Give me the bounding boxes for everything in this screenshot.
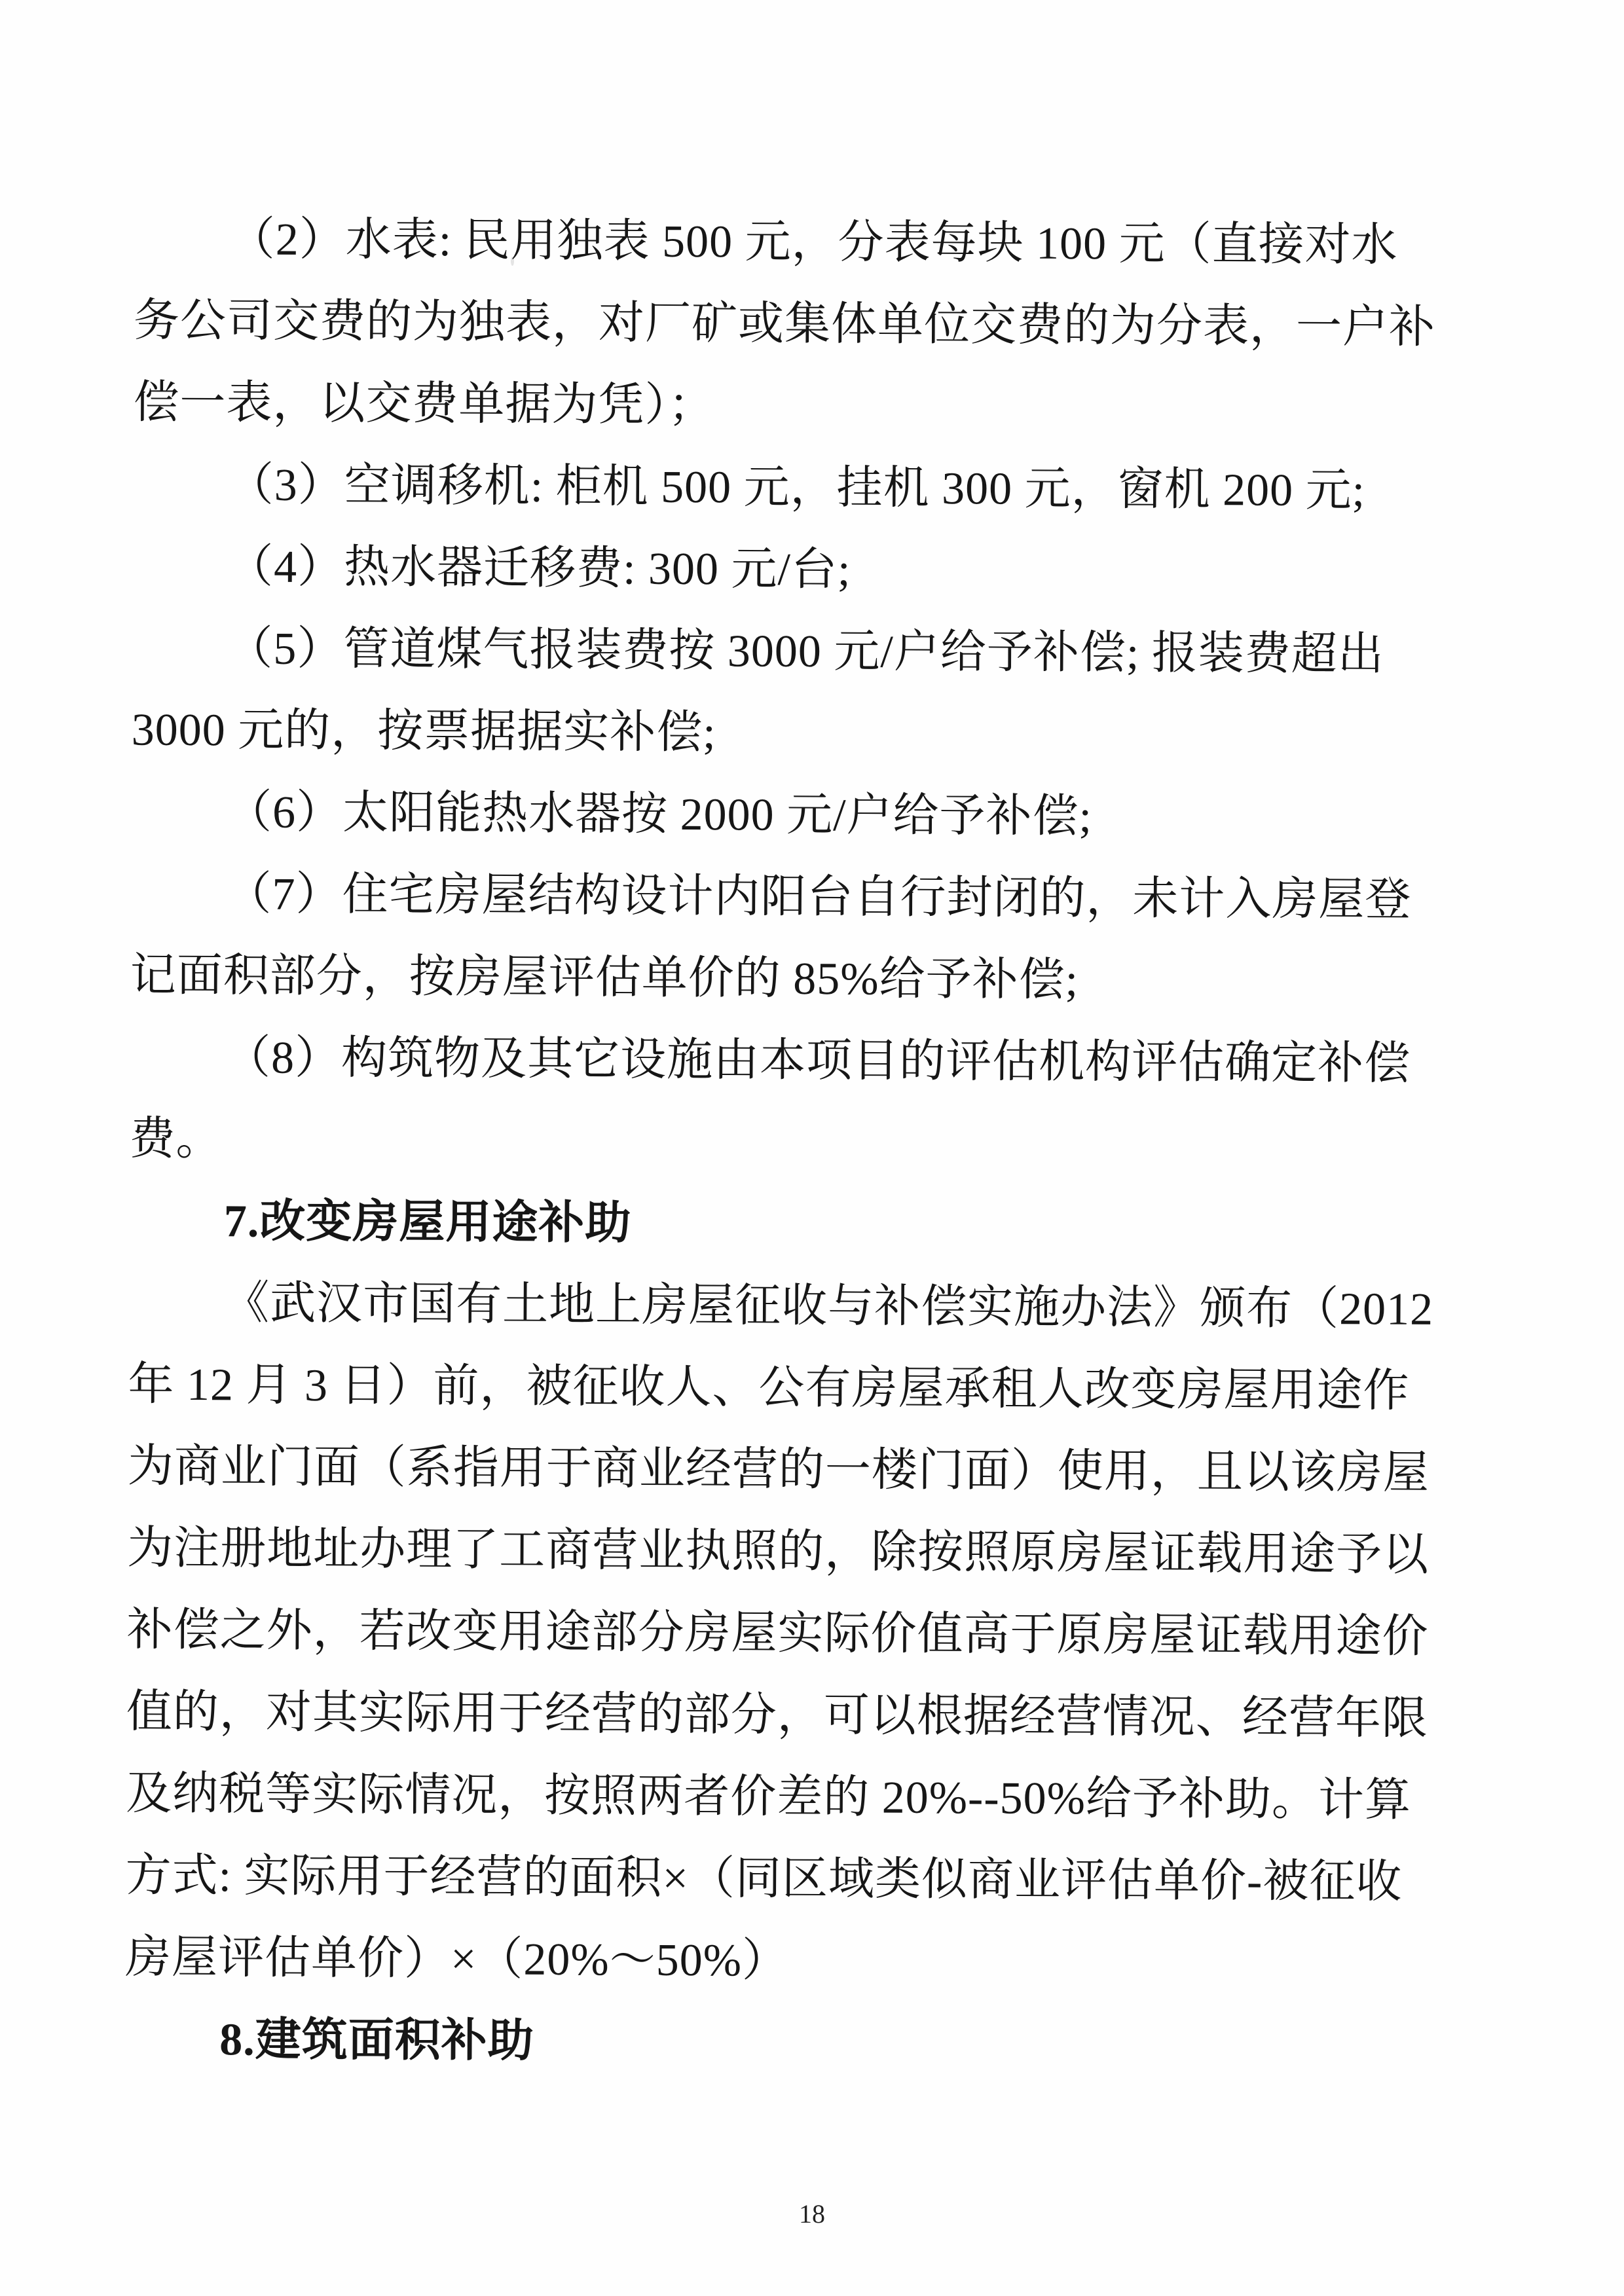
paragraph-line-item6: （6）太阳能热水器按 2000 元/户给予补偿; xyxy=(225,787,1093,843)
document-body xyxy=(124,198,1493,2088)
paragraph-line-item5-1: （5）管道煤气报装费按 3000 元/户给予补偿; 报装费超出 xyxy=(227,623,1384,680)
paragraph-line-sec7-5: 补偿之外，若改变用途部分房屋实际价值高于原房屋证载用途价 xyxy=(126,1605,1429,1662)
paragraph-line-sec7-7: 及纳税等实际情况，按照两者价差的 20%--50%给予补助。计算 xyxy=(126,1768,1412,1826)
section-heading-7: 7.改变房屋用途补助 xyxy=(223,1196,632,1249)
paragraph-line-item7-1: （7）住宅房屋结构设计内阳台自行封闭的，未计入房屋登 xyxy=(225,869,1412,926)
page-number: 18 xyxy=(799,2199,825,2229)
paragraph-line-item2-2: 务公司交费的为独表，对厂矿或集体单位交费的为分表，一户补 xyxy=(133,295,1436,353)
paragraph-line-sec7-1: 《武汉市国有土地上房屋征收与补偿实施办法》颁布（2012 xyxy=(223,1278,1434,1335)
paragraph-line-sec7-6: 值的，对其实际用于经营的部分，可以根据经营情况、经营年限 xyxy=(126,1686,1429,1744)
paragraph-line-sec7-8: 方式: 实际用于经营的面积×（同区域类似商业评估单价-被征收 xyxy=(125,1850,1403,1908)
paragraph-line-item8-2: 费。 xyxy=(129,1114,223,1165)
paragraph-line-item7-2: 记面积部分，按房屋评估单价的 85%给予补偿; xyxy=(130,950,1079,1006)
section-heading-8: 8.建筑面积补助 xyxy=(219,2014,534,2067)
paragraph-line-item5-2: 3000 元的，按票据据实补偿; xyxy=(131,704,716,759)
paragraph-line-sec7-9: 房屋评估单价）×（20%～50%） xyxy=(124,1932,789,1986)
paragraph-line-item2-3: 偿一表，以交费单据为凭）； xyxy=(133,377,715,431)
paragraph-line-item8-1: （8）构筑物及其它设施由本项目的评估机构评估确定补偿 xyxy=(224,1032,1411,1089)
paragraph-line-sec7-3: 为商业门面（系指用于商业经营的一楼门面）使用，且以该房屋 xyxy=(127,1441,1430,1499)
paragraph-line-item2-1: （2）水表: 民用独表 500 元，分表每块 100 元（直接对水 xyxy=(229,214,1398,271)
paragraph-line-sec7-4: 为注册地址办理了工商营业执照的，除按照原房屋证载用途予以 xyxy=(127,1523,1430,1580)
paragraph-line-item3: （3）空调移机: 柜机 500 元，挂机 300 元，窗机 200 元; xyxy=(227,460,1366,517)
paragraph-line-sec7-2: 年 12 月 3 日）前，被征收人、公有房屋承租人改变房屋用途作 xyxy=(128,1359,1410,1417)
paragraph-line-item4: （4）热水器迁移费: 300 元/台; xyxy=(227,541,851,596)
